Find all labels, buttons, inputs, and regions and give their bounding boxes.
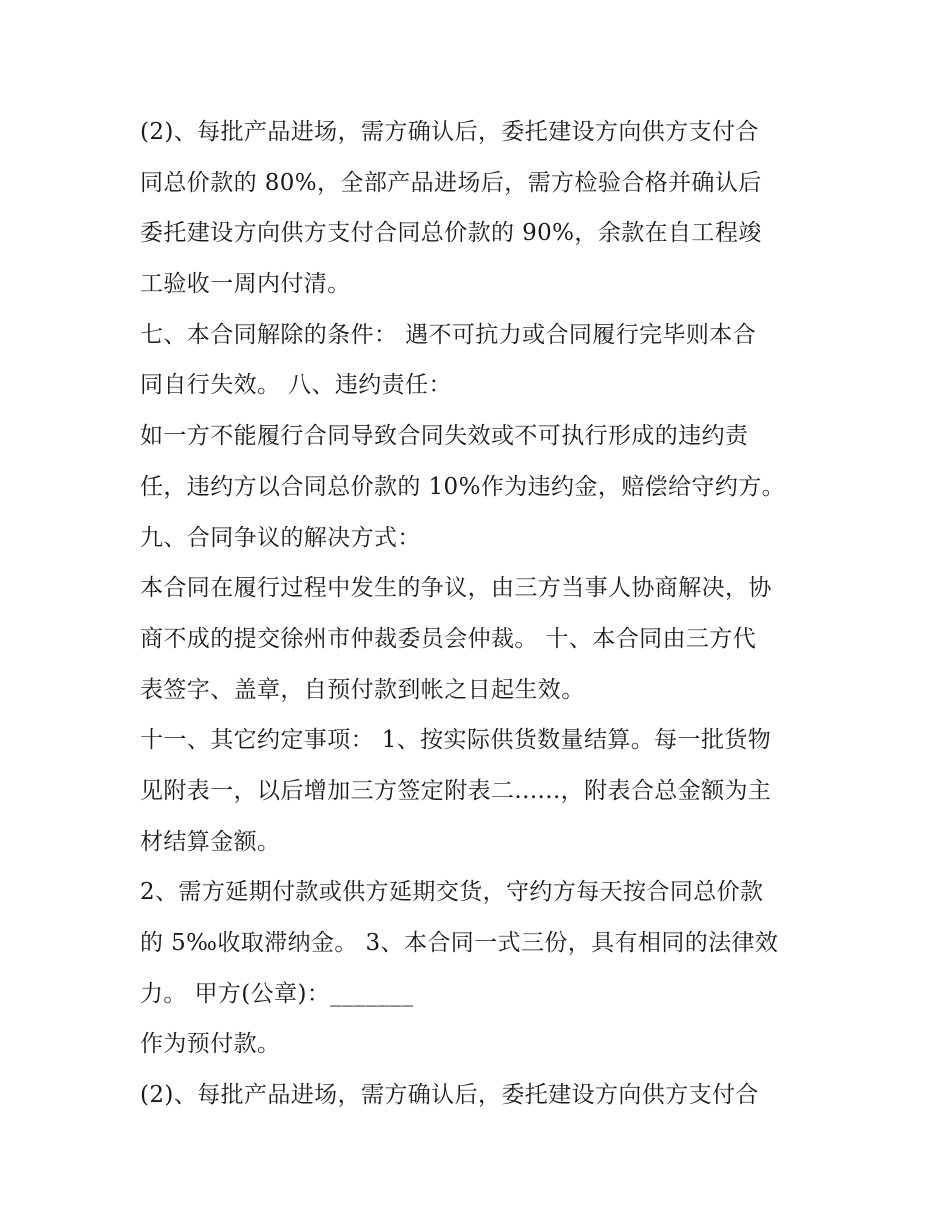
- text-line: 十一、其它约定事项： 1、按实际供货数量结算。每一批货物: [140, 727, 772, 754]
- text-line: 本合同在履行过程中发生的争议，由三方当事人协商解决，协: [140, 575, 772, 602]
- text-line: 力。 甲方(公章)：_______: [140, 980, 414, 1007]
- text-line: 见附表一，以后增加三方签定附表二......，附表合总金额为主: [140, 777, 772, 804]
- text-line: 七、本合同解除的条件： 遇不可抗力或合同履行完毕则本合: [140, 321, 757, 348]
- text-line: 九、合同争议的解决方式：: [140, 524, 421, 551]
- text-line: 2、需方延期付款或供方延期交货，守约方每天按合同总价款: [140, 879, 764, 906]
- text-line: 同自行失效。 八、违约责任：: [140, 372, 452, 399]
- text-line: (2)、每批产品进场，需方确认后，委托建设方向供方支付合: [140, 119, 759, 145]
- text-line: 作为预付款。: [140, 1031, 281, 1058]
- text-line: 表签字、盖章，自预付款到帐之日起生效。: [140, 676, 585, 703]
- text-line: (2)、每批产品进场，需方确认后，委托建设方向供方支付合: [140, 1082, 759, 1109]
- text-line: 工验收一周内付清。: [140, 271, 351, 298]
- text-line: 的 5‰收取滞纳金。 3、本合同一式三份，具有相同的法律效: [140, 930, 779, 956]
- text-line: 任，违约方以合同总价款的 10%作为违约金，赔偿给守约方。: [140, 473, 786, 500]
- contract-text-body: [140, 107, 830, 1121]
- text-line: 如一方不能履行合同导致合同失效或不可执行形成的违约责: [140, 423, 749, 450]
- text-line: 委托建设方向供方支付合同总价款的 90%，余款在自工程竣: [140, 220, 762, 247]
- text-line: 同总价款的 80%，全部产品进场后，需方检验合格并确认后: [140, 169, 762, 196]
- text-line: 商不成的提交徐州市仲裁委员会仲裁。 十、本合同由三方代: [140, 625, 757, 652]
- text-line: 材结算金额。: [140, 828, 281, 855]
